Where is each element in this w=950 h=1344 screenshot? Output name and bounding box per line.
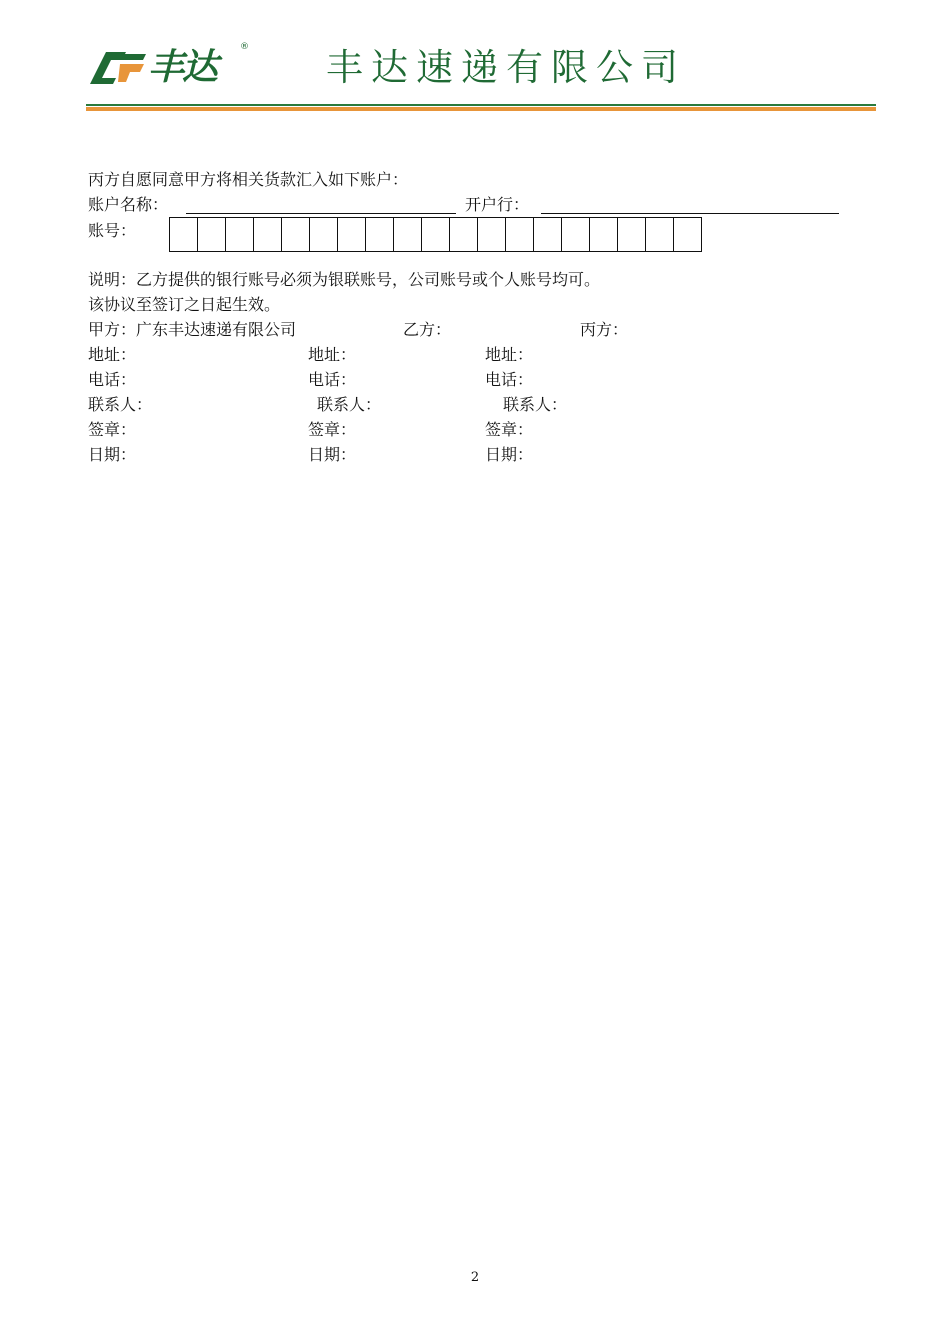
party-c-label: 丙方： (580, 320, 629, 339)
account-digit-box[interactable] (338, 218, 366, 251)
logo-mark-icon (86, 42, 148, 92)
logo-brand-text: 丰达 (148, 47, 217, 88)
party-b-phone: 电话： (308, 370, 357, 389)
account-digit-box[interactable] (282, 218, 310, 251)
company-logo (86, 42, 256, 92)
bank-field[interactable] (541, 194, 839, 214)
account-number-boxes[interactable] (169, 217, 702, 252)
letterhead (86, 38, 876, 98)
party-c-date: 日期： (485, 445, 534, 464)
party-c-contact: 联系人： (503, 395, 568, 414)
account-digit-box[interactable] (618, 218, 646, 251)
party-b-label: 乙方： (403, 320, 452, 339)
account-digit-box[interactable] (170, 218, 198, 251)
account-digit-box[interactable] (646, 218, 674, 251)
account-digit-box[interactable] (310, 218, 338, 251)
party-a-label: 甲方：广东丰达速递有限公司 (88, 320, 297, 339)
party-c-seal: 签章： (485, 420, 534, 439)
intro-text: 丙方自愿同意甲方将相关货款汇入如下账户： (88, 170, 409, 189)
effective-text: 该协议至签订之日起生效。 (88, 295, 281, 314)
account-name-field[interactable] (186, 194, 456, 214)
header-rule-green (86, 104, 876, 106)
party-a-address: 地址： (88, 345, 137, 364)
account-digit-box[interactable] (450, 218, 478, 251)
account-digit-box[interactable] (422, 218, 450, 251)
party-a-contact: 联系人： (88, 395, 153, 414)
party-b-address: 地址： (308, 345, 357, 364)
account-digit-box[interactable] (198, 218, 226, 251)
party-b-seal: 签章： (308, 420, 357, 439)
account-digit-box[interactable] (226, 218, 254, 251)
account-digit-box[interactable] (506, 218, 534, 251)
bank-label: 开户行： (465, 195, 530, 214)
note-text: 说明：乙方提供的银行账号必须为银联账号，公司账号或个人账号均可。 (88, 270, 601, 289)
party-a-date: 日期： (88, 445, 137, 464)
party-b-contact: 联系人： (317, 395, 382, 414)
party-a-phone: 电话： (88, 370, 137, 389)
account-digit-box[interactable] (590, 218, 618, 251)
party-c-phone: 电话： (485, 370, 534, 389)
registered-mark: ® (240, 42, 249, 52)
party-c-address: 地址： (485, 345, 534, 364)
account-digit-box[interactable] (534, 218, 562, 251)
page-number: 2 (470, 1270, 480, 1285)
account-digit-box[interactable] (366, 218, 394, 251)
account-digit-box[interactable] (674, 218, 702, 251)
header-rule-orange (86, 107, 876, 111)
account-digit-box[interactable] (394, 218, 422, 251)
account-name-label: 账户名称： (88, 195, 169, 214)
party-b-date: 日期： (308, 445, 357, 464)
account-digit-box[interactable] (478, 218, 506, 251)
company-title: 丰达速递有限公司 (326, 46, 686, 89)
account-digit-box[interactable] (562, 218, 590, 251)
account-digit-box[interactable] (254, 218, 282, 251)
account-number-label: 账号： (88, 221, 137, 240)
party-a-seal: 签章： (88, 420, 137, 439)
